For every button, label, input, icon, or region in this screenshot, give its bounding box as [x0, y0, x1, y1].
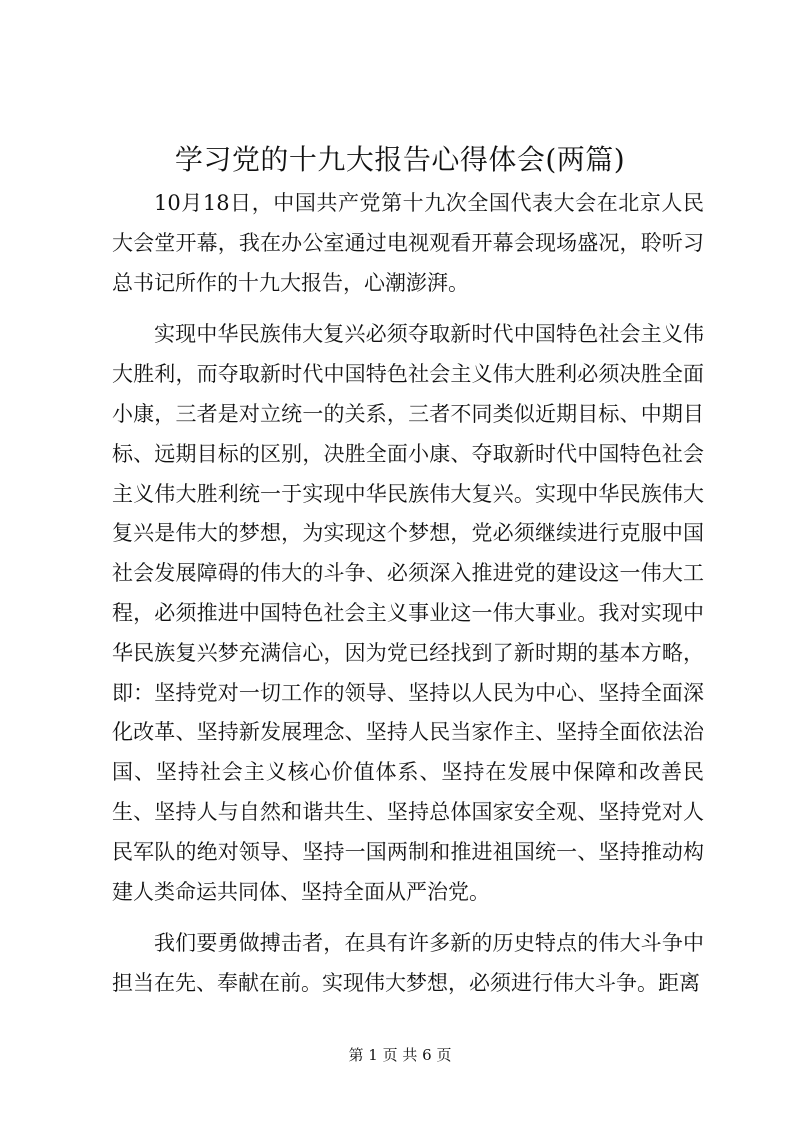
- document-title: 学习党的十九大报告心得体会(两篇): [174, 143, 626, 176]
- document-body: [112, 184, 704, 1004]
- paragraph-3: 我们要勇做搏击者，在具有许多新的历史特点的伟大斗争中担当在先、奉献在前。实现伟大梦想，必须进行伟大斗争。距离: [112, 931, 704, 996]
- page-footer: 第 1 页 共 6 页: [348, 1046, 452, 1064]
- paragraph-2: 实现中华民族伟大复兴必须夺取新时代中国特色社会主义伟大胜利，而夺取新时代中国特色社会主义伟大胜利必须决胜全面小康，三者是对立统一的关系，三者不同类似近期目标、中期目标、远期目标的区别，决胜全面小康、夺取新时代中国特色社会主义伟大胜利统一于实现中华民族伟大复兴。实现中华民族伟大复兴是伟大的梦想，为实现这个梦想，党必须继续进行克服中国社会发展障碍的伟大的斗争、必须深入推进党的建设这一伟大工程，必须推进中国特色社会主义事业这一伟大事业。我对实现中华民族复兴梦充满信心，因为党已经找到了新时期的基本方略，即：坚持党对一切工作的领导、坚持以人民为中心、坚持全面深化改革、坚持新发展理念、坚持人民当家作主、坚持全面依法治国、坚持社会主义核心价值体系、坚持在发展中保障和改善民生、坚持人与自然和谐共生、坚持总体国家安全观、坚持党对人民军队的绝对领导、坚持一国两制和推进祖国统一、坚持推动构建人类命运共同体、坚持全面从严治党。: [112, 322, 704, 904]
- paragraph-1: 10月18日，中国共产党第十九次全国代表大会在北京人民大会堂开幕，我在办公室通过电视观看开幕会现场盛况，聆听习总书记所作的十九大报告，心潮澎湃。: [112, 191, 704, 295]
